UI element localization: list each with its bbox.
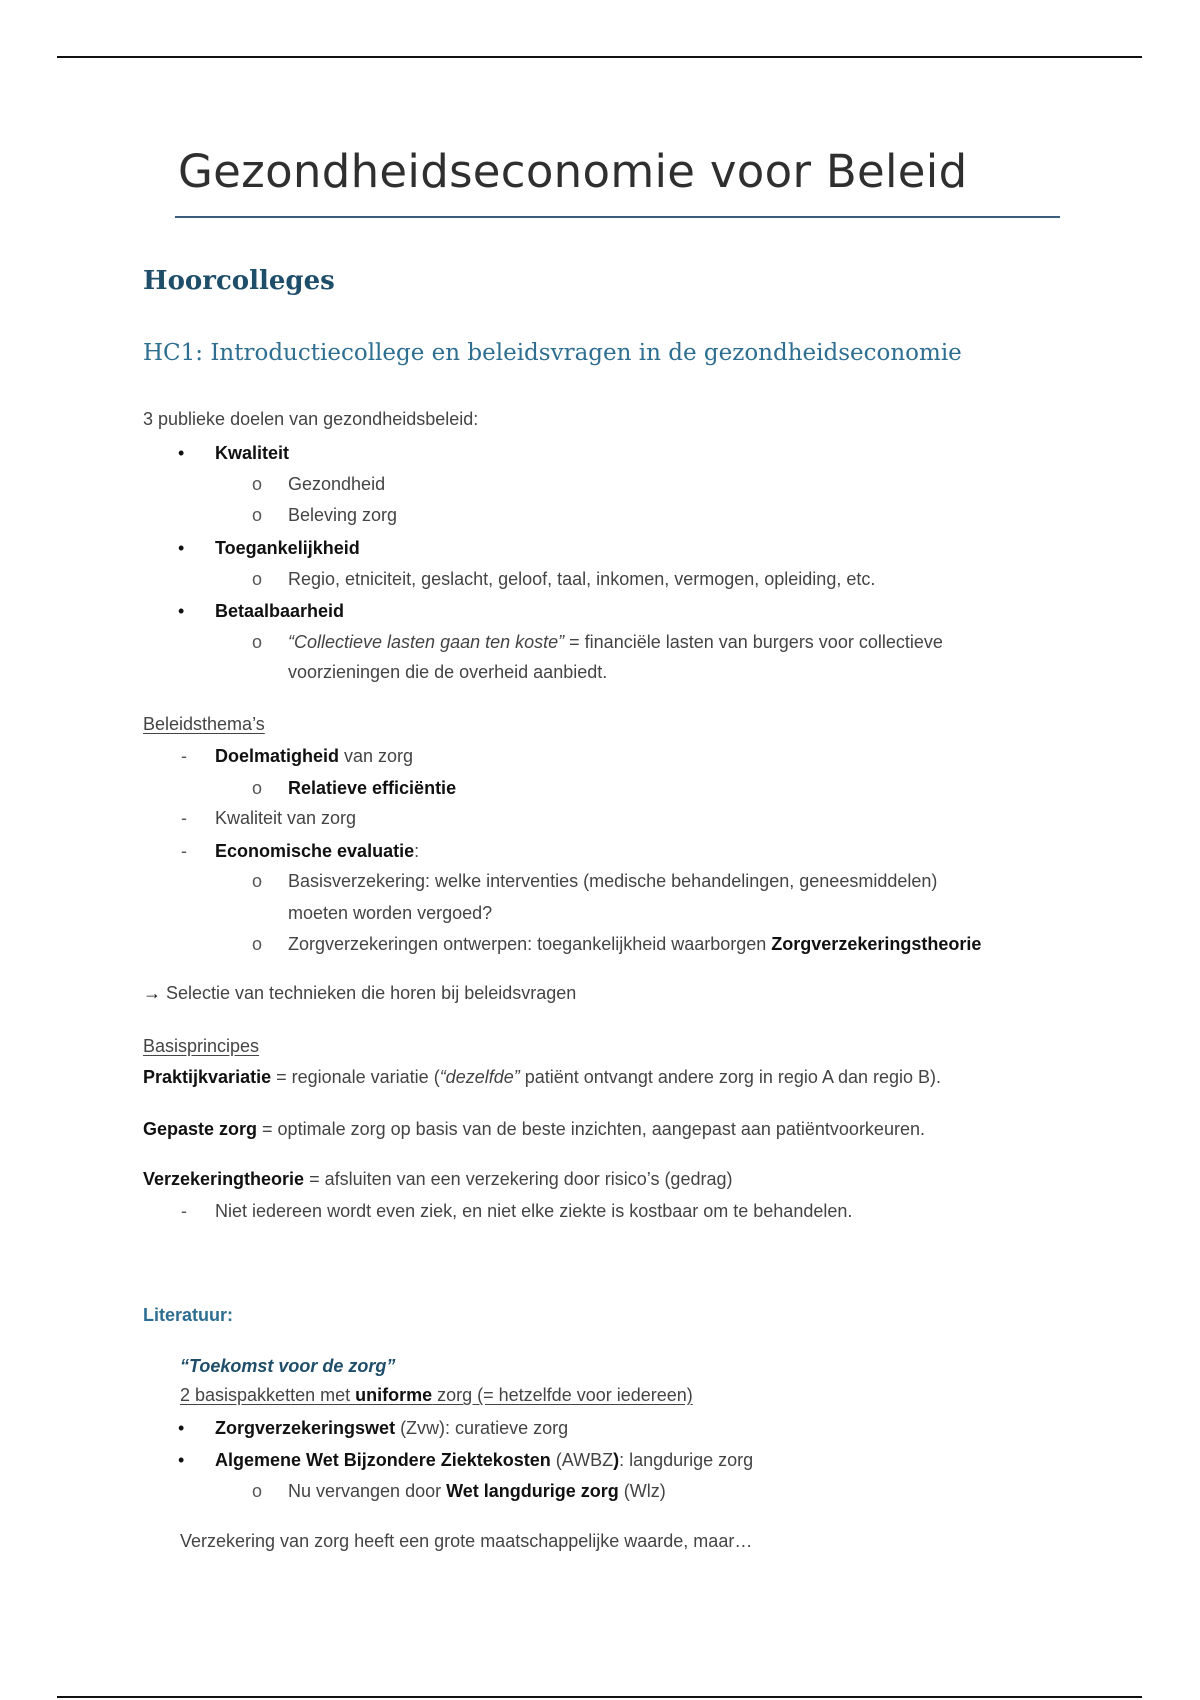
sub-bullet-marker: o xyxy=(252,1481,263,1501)
list-item-toegankelijkheid: Toegankelijkheid xyxy=(215,538,360,558)
sub-bullet-marker: o xyxy=(252,632,263,652)
pak-uniforme: uniforme xyxy=(355,1385,433,1405)
basispakketten-line xyxy=(180,1384,693,1406)
dash-marker: - xyxy=(181,746,187,766)
sub-bullet-marker: o xyxy=(252,505,263,525)
awbz-term: Algemene Wet Bijzondere Ziektekosten xyxy=(215,1450,551,1470)
def-gepaste-zorg xyxy=(143,1118,925,1140)
zorgverz-text: Zorgverzekeringen ontwerpen: toegankelijkheid waarborgen xyxy=(288,934,772,954)
pak-c: zorg (= hetzelfde voor iedereen) xyxy=(432,1385,693,1405)
bullet-marker: • xyxy=(178,443,185,463)
zorgverz-term: Zorgverzekeringstheorie xyxy=(771,934,982,954)
bullet-marker: • xyxy=(178,601,185,621)
economische-colon: : xyxy=(414,841,420,861)
list-item-gezondheid: Gezondheid xyxy=(288,474,386,494)
verz-rest: = afsluiten van een verzekering door risico’s (gedrag) xyxy=(304,1169,733,1189)
dash-marker: - xyxy=(181,808,187,828)
gepaste-term: Gepaste zorg xyxy=(143,1119,258,1139)
verz-term: Verzekeringtheorie xyxy=(143,1169,305,1189)
doelmatigheid-term: Doelmatigheid xyxy=(215,746,340,766)
praktijk-term: Praktijkvariatie xyxy=(143,1067,272,1087)
list-item-basisverzekering: Basisverzekering: welke interventies (medische behandelingen, geneesmiddelen) xyxy=(288,871,938,891)
list-item-zorgverzekeringen xyxy=(288,933,981,955)
list-item-collectief xyxy=(288,631,943,653)
page-top-rule xyxy=(57,56,1142,58)
list-item-verz-sub: Niet iedereen wordt even ziek, en niet elke ziekte is kostbaar om te behandelen. xyxy=(215,1201,853,1221)
list-item-relatieve-efficientie: Relatieve efficiëntie xyxy=(288,778,457,798)
sub-bullet-marker: o xyxy=(252,871,263,891)
gepaste-rest: = optimale zorg op basis van de beste inzichten, aangepast aan patiëntvoorkeuren. xyxy=(257,1119,925,1139)
list-item-beleving: Beleving zorg xyxy=(288,505,398,525)
selectie-line xyxy=(143,982,576,1004)
book-title: “Toekomst voor de zorg” xyxy=(180,1356,396,1376)
collectief-continuation: voorzieningen die de overheid aanbiedt. xyxy=(288,662,608,682)
heading-hoorcolleges: Hoorcolleges xyxy=(143,266,335,296)
list-item-toeg-detail: Regio, etniciteit, geslacht, geloof, taal, inkomen, vermogen, opleiding, etc. xyxy=(288,569,876,589)
awbz-c: : langdurige zorg xyxy=(619,1450,754,1470)
basisverzekering-continuation: moeten worden vergoed? xyxy=(288,903,493,923)
zvw-rest: (Zvw): curatieve zorg xyxy=(395,1418,569,1438)
doelen-intro: 3 publieke doelen van gezondheidsbeleid: xyxy=(143,409,479,429)
list-item-zvw xyxy=(215,1417,568,1439)
dash-marker: - xyxy=(181,841,187,861)
def-praktijkvariatie xyxy=(143,1066,941,1088)
dash-marker: - xyxy=(181,1201,187,1221)
selectie-text: Selectie van technieken die horen bij beleidsvragen xyxy=(161,983,577,1003)
list-item-doelmatigheid xyxy=(215,745,413,767)
sub-bullet-marker: o xyxy=(252,474,263,494)
title-underline xyxy=(175,216,1060,218)
list-item-kwaliteit: Kwaliteit xyxy=(215,443,290,463)
heading-hc1: HC1: Introductiecollege en beleidsvragen in de gezondheidseconomie xyxy=(143,340,962,366)
awbz-a: (AWBZ xyxy=(550,1450,614,1470)
zvw-term: Zorgverzekeringswet xyxy=(215,1418,396,1438)
list-item-kwaliteit-zorg: Kwaliteit van zorg xyxy=(215,808,357,828)
list-item-betaalbaarheid: Betaalbaarheid xyxy=(215,601,345,621)
doelmatigheid-rest: van zorg xyxy=(339,746,414,766)
def-verzekeringtheorie xyxy=(143,1168,732,1190)
wlz-a: Nu vervangen door xyxy=(288,1481,447,1501)
list-item-economische-evaluatie xyxy=(215,840,419,862)
wlz-c: (Wlz) xyxy=(618,1481,666,1501)
bullet-marker: • xyxy=(178,538,185,558)
collectief-rest: = financiële lasten van burgers voor collectieve xyxy=(564,632,943,652)
praktijk-a: = regionale variatie ( xyxy=(271,1067,440,1087)
page-bottom-rule xyxy=(57,1696,1142,1698)
closing-line: Verzekering van zorg heeft een grote maatschappelijke waarde, maar… xyxy=(180,1531,753,1551)
wlz-term: Wet langdurige zorg xyxy=(446,1481,619,1501)
bullet-marker: • xyxy=(178,1450,185,1470)
document-title: Gezondheidseconomie voor Beleid xyxy=(178,145,968,198)
awbz-b: ) xyxy=(613,1450,620,1470)
list-item-awbz xyxy=(215,1449,753,1471)
collectief-quote: “Collectieve lasten gaan ten koste” xyxy=(288,632,565,652)
sub-bullet-marker: o xyxy=(252,778,263,798)
heading-beleidsthemas: Beleidsthema’s xyxy=(143,714,265,734)
economische-term: Economische evaluatie xyxy=(215,841,415,861)
praktijk-quote: “dezelfde” xyxy=(439,1067,520,1087)
pak-a: 2 basispakketten met xyxy=(180,1385,356,1405)
sub-bullet-marker: o xyxy=(252,934,263,954)
sub-bullet-marker: o xyxy=(252,569,263,589)
bullet-marker: • xyxy=(178,1418,185,1438)
arrow-icon: → xyxy=(143,983,161,1003)
list-item-wlz xyxy=(288,1480,666,1502)
heading-literatuur: Literatuur: xyxy=(143,1305,233,1325)
praktijk-b: patiënt ontvangt andere zorg in regio A dan regio B). xyxy=(519,1067,942,1087)
heading-basisprincipes: Basisprincipes xyxy=(143,1036,260,1056)
